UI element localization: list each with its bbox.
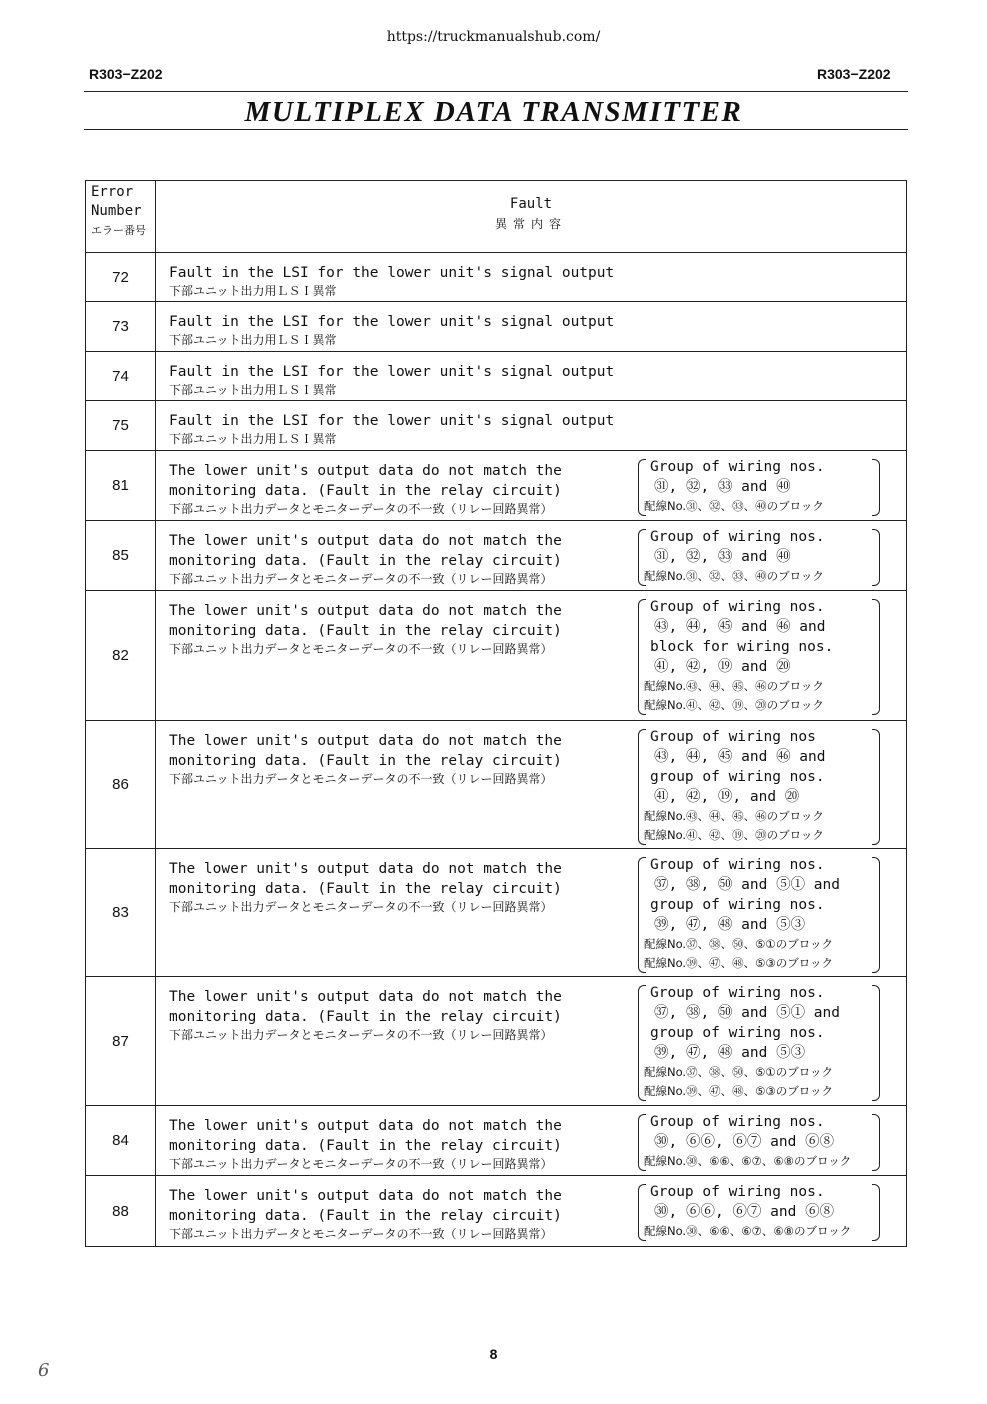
bracket-right xyxy=(872,857,880,973)
wiring-group-line: ㊴, ㊼, ㊽ and ⑤③ xyxy=(654,917,806,933)
bracket-right xyxy=(872,459,880,516)
bracket-left xyxy=(638,729,646,845)
wiring-group-line: ㊶, ㊷, ⑲ and ⑳ xyxy=(654,659,791,675)
bracket-left xyxy=(638,1184,646,1241)
fault-jp-line: 下部ユニット出力データとモニターデータの不一致（リレー回路異常） xyxy=(169,772,553,786)
page-title: MULTIPLEX DATA TRANSMITTER xyxy=(244,96,743,128)
wiring-group-jp-line: 配線No.㉚、⑥⑥、⑥⑦、⑥⑧のブロック xyxy=(644,1224,852,1238)
fault-description xyxy=(169,312,614,349)
fault-jp-line: 下部ユニット出力データとモニターデータの不一致（リレー回路異常） xyxy=(169,1227,553,1241)
fault-cell xyxy=(156,401,907,451)
bracket-left xyxy=(638,857,646,973)
wiring-group xyxy=(644,727,876,845)
wiring-group-line: Group of wiring nos. xyxy=(650,985,825,1001)
table-row xyxy=(86,1106,907,1176)
wiring-group-line: Group of wiring nos. xyxy=(650,1114,825,1130)
wiring-group-line: ㉚, ⑥⑥, ⑥⑦ and ⑥⑧ xyxy=(654,1134,835,1150)
fault-en-line: Fault in the LSI for the lower unit's signal output xyxy=(169,413,615,429)
wiring-group-jp-line: 配線No.㊸、㊹、㊺、㊻のブロック xyxy=(644,809,824,823)
fault-en-line: The lower unit's output data do not match the xyxy=(169,533,562,549)
wiring-group xyxy=(644,597,876,715)
fault-cell xyxy=(156,849,907,977)
wiring-group-line: ㊸, ㊹, ㊺ and ㊻ and xyxy=(654,749,826,765)
fault-description xyxy=(169,1116,562,1173)
wiring-group-jp-line: 配線No.㊲、㊳、㊿、⑤①のブロック xyxy=(644,1065,833,1079)
page-number: 8 xyxy=(489,1346,498,1362)
fault-cell xyxy=(156,451,907,521)
wiring-group-jp-line: 配線No.㊴、㊼、㊽、⑤③のブロック xyxy=(644,956,833,970)
bracket-right xyxy=(872,729,880,845)
fault-jp-line: 下部ユニット出力用ＬＳＩ異常 xyxy=(169,333,337,347)
bracket-left xyxy=(638,985,646,1101)
bracket-right xyxy=(872,1114,880,1171)
wiring-group xyxy=(644,1112,876,1171)
error-number-cell: 82 xyxy=(86,591,156,721)
fault-en-line: monitoring data. (Fault in the relay circuit) xyxy=(169,1009,562,1025)
fault-en-line: monitoring data. (Fault in the relay circuit) xyxy=(169,753,562,769)
bracket-left xyxy=(638,1114,646,1171)
wiring-group-line: ㊴, ㊼, ㊽ and ⑤③ xyxy=(654,1045,806,1061)
wiring-group xyxy=(644,457,876,516)
wiring-group-line: Group of wiring nos xyxy=(650,729,816,745)
fault-jp-line: 下部ユニット出力用ＬＳＩ異常 xyxy=(169,383,337,397)
bracket-right xyxy=(872,599,880,715)
fault-en-line: The lower unit's output data do not match the xyxy=(169,989,562,1005)
wiring-group-jp-line: 配線No.㉛、㉜、㉝、㊵のブロック xyxy=(644,569,824,583)
table-row xyxy=(86,591,907,721)
wiring-group-line: ㉛, ㉜, ㉝ and ㊵ xyxy=(654,549,791,565)
fault-description xyxy=(169,601,562,658)
fault-cell xyxy=(156,521,907,591)
fault-jp-line: 下部ユニット出力データとモニターデータの不一致（リレー回路異常） xyxy=(169,1157,553,1171)
fault-jp-line: 下部ユニット出力データとモニターデータの不一致（リレー回路異常） xyxy=(169,1028,553,1042)
wiring-group xyxy=(644,527,876,586)
fault-jp-line: 下部ユニット出力用ＬＳＩ異常 xyxy=(169,284,337,298)
table-row xyxy=(86,401,907,451)
wiring-group-line: group of wiring nos. xyxy=(650,897,825,913)
bracket-left xyxy=(638,529,646,586)
fault-description xyxy=(169,859,562,916)
wiring-group-line: ㉚, ⑥⑥, ⑥⑦ and ⑥⑧ xyxy=(654,1204,835,1220)
bracket-left xyxy=(638,459,646,516)
table-row xyxy=(86,721,907,849)
error-number-cell: 74 xyxy=(86,352,156,401)
fault-jp-line: 下部ユニット出力用ＬＳＩ異常 xyxy=(169,432,337,446)
error-number-cell: 87 xyxy=(86,977,156,1106)
fault-en-line: Fault in the LSI for the lower unit's signal output xyxy=(169,265,615,281)
fault-en-line: monitoring data. (Fault in the relay circuit) xyxy=(169,1138,562,1154)
table-row xyxy=(86,451,907,521)
wiring-group xyxy=(644,1182,876,1241)
header-rule-top xyxy=(84,91,908,92)
fault-en-line: monitoring data. (Fault in the relay circuit) xyxy=(169,483,562,499)
fault-en-line: monitoring data. (Fault in the relay circuit) xyxy=(169,881,562,897)
fault-en-line: monitoring data. (Fault in the relay circuit) xyxy=(169,553,562,569)
wiring-group-jp-line: 配線No.㉚、⑥⑥、⑥⑦、⑥⑧のブロック xyxy=(644,1154,852,1168)
wiring-group-jp-line: 配線No.㉛、㉜、㉝、㊵のブロック xyxy=(644,499,824,513)
header-error-number xyxy=(86,181,156,253)
fault-cell xyxy=(156,302,907,352)
fault-en-line: The lower unit's output data do not match the xyxy=(169,1188,562,1204)
fault-description xyxy=(169,987,562,1044)
header-num-line-1: Error xyxy=(91,184,134,200)
fault-description xyxy=(169,531,562,588)
table-row xyxy=(86,1176,907,1247)
error-table xyxy=(85,180,907,1247)
wiring-group-line: group of wiring nos. xyxy=(650,1025,825,1041)
fault-cell xyxy=(156,721,907,849)
wiring-group-line: ㊲, ㊳, ㊿ and ⑤① and xyxy=(654,1005,840,1021)
table-header-row xyxy=(86,181,907,253)
wiring-group-line: Group of wiring nos. xyxy=(650,599,825,615)
table-row xyxy=(86,302,907,352)
wiring-group-line: Group of wiring nos. xyxy=(650,529,825,545)
wiring-group-line: ㊲, ㊳, ㊿ and ⑤① and xyxy=(654,877,840,893)
error-number-cell: 85 xyxy=(86,521,156,591)
source-url[interactable]: https://truckmanualshub.com/ xyxy=(386,29,601,45)
fault-description xyxy=(169,362,614,399)
handwritten-mark: 6 xyxy=(38,1360,50,1381)
fault-en-line: The lower unit's output data do not match the xyxy=(169,1118,562,1134)
wiring-group-line: Group of wiring nos. xyxy=(650,459,825,475)
wiring-group-jp-line: 配線No.㊴、㊼、㊽、⑤③のブロック xyxy=(644,1084,833,1098)
fault-jp-line: 下部ユニット出力データとモニターデータの不一致（リレー回路異常） xyxy=(169,502,553,516)
wiring-group xyxy=(644,855,876,973)
error-number-cell: 72 xyxy=(86,253,156,302)
fault-en-line: The lower unit's output data do not match the xyxy=(169,733,562,749)
wiring-group-line: group of wiring nos. xyxy=(650,769,825,785)
fault-en-line: monitoring data. (Fault in the relay circuit) xyxy=(169,623,562,639)
fault-en-line: The lower unit's output data do not match the xyxy=(169,603,562,619)
wiring-group-jp-line: 配線No.㊲、㊳、㊿、⑤①のブロック xyxy=(644,937,833,951)
wiring-group-jp-line: 配線No.㊶、㊷、⑲、⑳のブロック xyxy=(644,828,824,842)
header-num-line-2: Number xyxy=(91,203,142,219)
error-number-cell: 84 xyxy=(86,1106,156,1176)
table-row xyxy=(86,352,907,401)
table-row xyxy=(86,977,907,1106)
fault-en-line: monitoring data. (Fault in the relay circuit) xyxy=(169,1208,562,1224)
bracket-right xyxy=(872,1184,880,1241)
wiring-group-line: block for wiring nos. xyxy=(650,639,834,655)
fault-description xyxy=(169,731,562,788)
table-row xyxy=(86,253,907,302)
wiring-group-line: ㊸, ㊹, ㊺ and ㊻ and xyxy=(654,619,826,635)
bracket-left xyxy=(638,599,646,715)
fault-cell xyxy=(156,591,907,721)
error-number-cell: 75 xyxy=(86,401,156,451)
fault-description xyxy=(169,263,614,300)
wiring-group-line: ㊶, ㊷, ⑲, and ⑳ xyxy=(654,789,800,805)
fault-en-line: The lower unit's output data do not match the xyxy=(169,861,562,877)
fault-en-line: Fault in the LSI for the lower unit's signal output xyxy=(169,364,615,380)
error-number-cell: 88 xyxy=(86,1176,156,1247)
header-fault xyxy=(156,181,907,253)
wiring-group-jp-line: 配線No.㊶、㊷、⑲、⑳のブロック xyxy=(644,698,824,712)
fault-cell xyxy=(156,1176,907,1247)
wiring-group xyxy=(644,983,876,1101)
fault-cell xyxy=(156,352,907,401)
fault-en-line: The lower unit's output data do not match the xyxy=(169,463,562,479)
header-num-line-3: エラー番号 xyxy=(91,224,146,237)
fault-cell xyxy=(156,253,907,302)
error-number-cell: 86 xyxy=(86,721,156,849)
fault-jp-line: 下部ユニット出力データとモニターデータの不一致（リレー回路異常） xyxy=(169,572,553,586)
fault-en-line: Fault in the LSI for the lower unit's signal output xyxy=(169,314,615,330)
fault-jp-line: 下部ユニット出力データとモニターデータの不一致（リレー回路異常） xyxy=(169,900,553,914)
fault-cell xyxy=(156,977,907,1106)
header-fault-en: Fault xyxy=(509,196,553,212)
fault-cell xyxy=(156,1106,907,1176)
error-number-cell: 81 xyxy=(86,451,156,521)
bracket-right xyxy=(872,985,880,1101)
wiring-group-line: Group of wiring nos. xyxy=(650,857,825,873)
error-number-cell: 73 xyxy=(86,302,156,352)
error-number-cell: 83 xyxy=(86,849,156,977)
table-row xyxy=(86,849,907,977)
fault-description xyxy=(169,411,614,448)
document-code-right: R303−Z202 xyxy=(817,66,891,82)
document-code-left: R303−Z202 xyxy=(89,66,163,82)
wiring-group-line: ㉛, ㉜, ㉝ and ㊵ xyxy=(654,479,791,495)
fault-description xyxy=(169,1186,562,1243)
header-fault-jp: 異常内容 xyxy=(494,217,567,231)
wiring-group-jp-line: 配線No.㊸、㊹、㊺、㊻のブロック xyxy=(644,679,824,693)
fault-description xyxy=(169,461,562,518)
fault-jp-line: 下部ユニット出力データとモニターデータの不一致（リレー回路異常） xyxy=(169,642,553,656)
header-rule-bottom xyxy=(84,129,908,130)
table-row xyxy=(86,521,907,591)
wiring-group-line: Group of wiring nos. xyxy=(650,1184,825,1200)
bracket-right xyxy=(872,529,880,586)
